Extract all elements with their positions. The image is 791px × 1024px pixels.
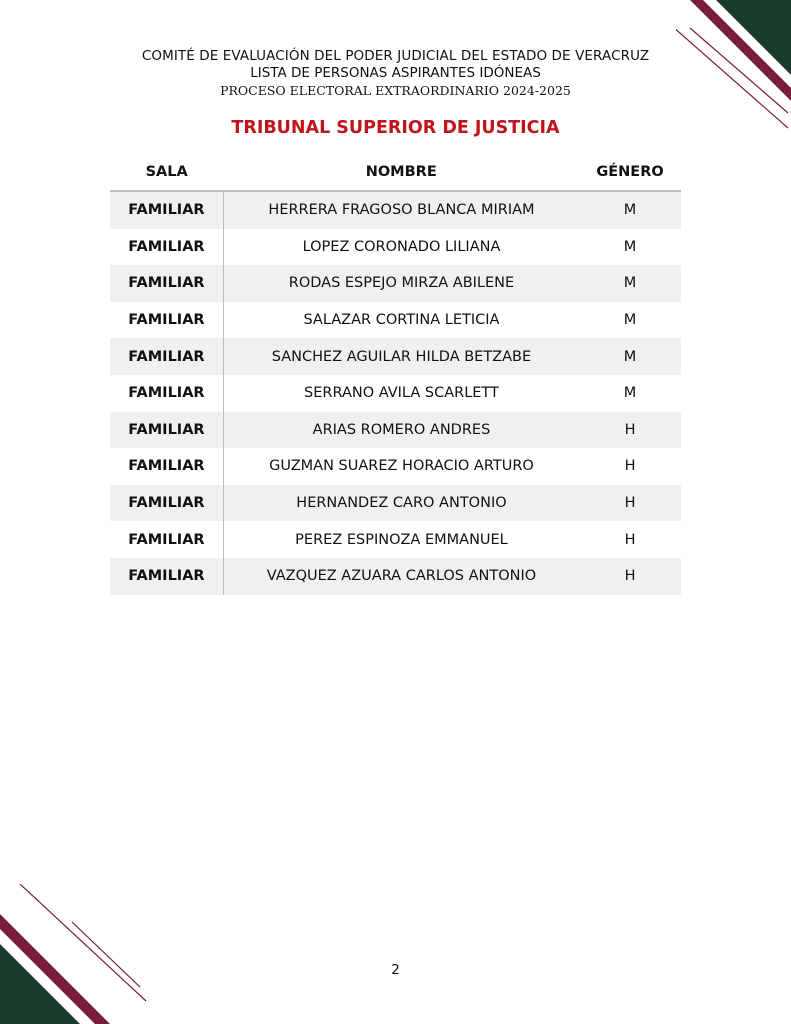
cell-nombre: SANCHEZ AGUILAR HILDA BETZABE: [223, 338, 579, 375]
table-header-row: [110, 154, 681, 191]
cell-genero: M: [579, 338, 681, 375]
cell-genero: M: [623, 312, 637, 329]
cell-sala: FAMILIAR: [110, 412, 223, 449]
page-title: TRIBUNAL SUPERIOR DE JUSTICIA: [231, 118, 560, 138]
cell-sala: FAMILIAR: [110, 229, 223, 266]
cell-genero: H: [579, 412, 681, 449]
column-header-nombre: NOMBRE: [223, 154, 579, 191]
cell-genero: H: [579, 558, 681, 595]
table-row: [110, 521, 681, 558]
table-row: [110, 375, 681, 412]
document-header: [0, 48, 791, 99]
cell-nombre: RODAS ESPEJO MIRZA ABILENE: [223, 265, 579, 302]
header-committee: COMITÉ DE EVALUACIÓN DEL PODER JUDICIAL DEL ESTADO DE VERACRUZ: [141, 48, 650, 64]
cell-genero: H: [624, 531, 636, 548]
cell-sala: FAMILIAR: [110, 521, 223, 558]
cell-sala: FAMILIAR: [110, 485, 223, 522]
cell-sala: FAMILIAR: [110, 265, 223, 302]
table-row: [110, 485, 681, 522]
cell-nombre: LOPEZ CORONADO LILIANA: [302, 238, 501, 255]
column-header-sala: SALA: [110, 154, 223, 191]
cell-sala: FAMILIAR: [110, 375, 223, 412]
table-row: [110, 558, 681, 595]
table-row: [110, 448, 681, 485]
cell-genero: M: [623, 385, 637, 402]
table-row: [110, 191, 681, 229]
table-row: [110, 338, 681, 375]
cell-sala: FAMILIAR: [110, 191, 223, 229]
cell-nombre: GUZMAN SUAREZ HORACIO ARTURO: [269, 458, 534, 475]
cell-nombre: HERRERA FRAGOSO BLANCA MIRIAM: [223, 191, 579, 229]
cell-nombre: ARIAS ROMERO ANDRES: [223, 412, 579, 449]
table-body: [110, 191, 681, 595]
cell-sala: FAMILIAR: [110, 302, 223, 339]
cell-sala: FAMILIAR: [110, 338, 223, 375]
candidates-table: [110, 154, 681, 595]
cell-genero: M: [579, 265, 681, 302]
cell-nombre: VAZQUEZ AZUARA CARLOS ANTONIO: [223, 558, 579, 595]
cell-nombre: HERNANDEZ CARO ANTONIO: [223, 485, 579, 522]
cell-sala: FAMILIAR: [110, 558, 223, 595]
header-list-title: LISTA DE PERSONAS ASPIRANTES IDÓNEAS: [250, 65, 541, 81]
cell-genero: H: [624, 458, 636, 475]
cell-genero: H: [579, 485, 681, 522]
header-process: PROCESO ELECTORAL EXTRAORDINARIO 2024-2025: [220, 83, 571, 98]
column-header-genero: GÉNERO: [579, 154, 681, 191]
corner-decoration-bottom-left: [0, 884, 150, 1024]
table-row: [110, 265, 681, 302]
table-row: [110, 412, 681, 449]
cell-nombre: SERRANO AVILA SCARLETT: [304, 385, 499, 402]
cell-genero: M: [579, 191, 681, 229]
table-row: [110, 229, 681, 266]
table-row: [110, 302, 681, 339]
cell-sala: FAMILIAR: [110, 448, 223, 485]
cell-genero: M: [623, 238, 637, 255]
page-number: 2: [391, 962, 400, 978]
cell-nombre: SALAZAR CORTINA LETICIA: [303, 312, 500, 329]
cell-nombre: PEREZ ESPINOZA EMMANUEL: [295, 531, 508, 548]
